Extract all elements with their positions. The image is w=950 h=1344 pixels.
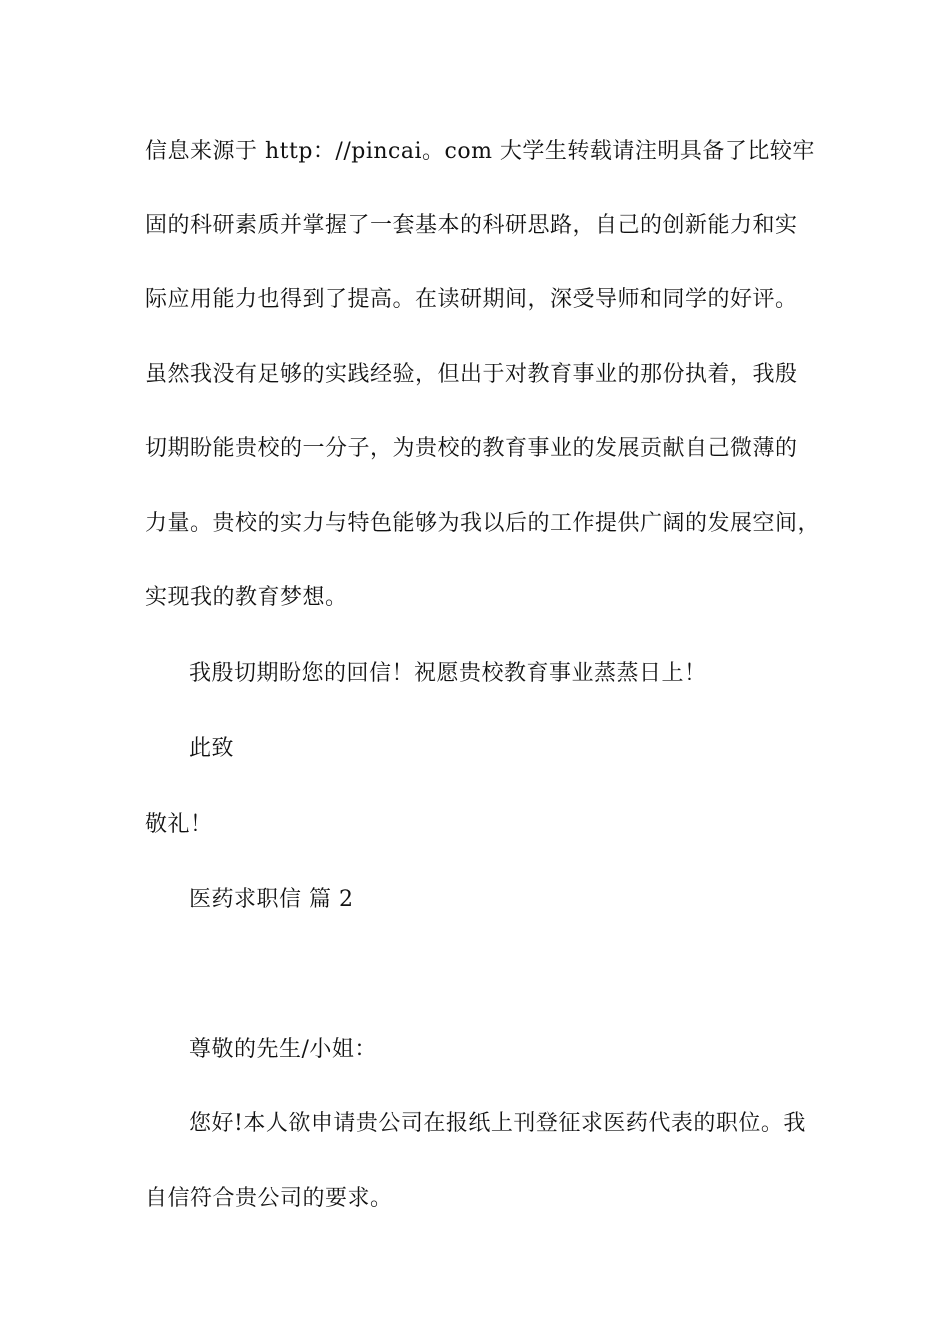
section-heading: 医药求职信 篇 2 [189, 887, 354, 912]
paragraph-line: 实现我的教育梦想。 [145, 585, 348, 610]
letter-greeting: 尊敬的先生/小姐： [189, 1037, 377, 1062]
paragraph-line: 您好!本人欲申请贵公司在报纸上刊登征求医药代表的职位。我 [189, 1111, 806, 1136]
paragraph-line: 切期盼能贵校的一分子，为贵校的教育事业的发展贡献自己微薄的 [145, 436, 798, 461]
closing-wish: 我殷切期盼您的回信！祝愿贵校教育事业蒸蒸日上！ [189, 661, 707, 686]
paragraph-line: 际应用能力也得到了提高。在读研期间，深受导师和同学的好评。 [145, 287, 798, 312]
closing-salutation: 此致 [189, 736, 235, 761]
paragraph-line: 虽然我没有足够的实践经验，但出于对教育事业的那份执着，我殷 [145, 362, 798, 387]
paragraph-line: 力量。贵校的实力与特色能够为我以后的工作提供广阔的发展空间， [145, 511, 821, 536]
paragraph-line: 固的科研素质并掌握了一套基本的科研思路，自己的创新能力和实 [145, 213, 798, 238]
paragraph-line: 信息来源于 http：//pincai。com 大学生转载请注明具备了比较牢 [145, 139, 815, 164]
closing-regards: 敬礼！ [145, 812, 213, 837]
paragraph-line: 自信符合贵公司的要求。 [145, 1186, 393, 1211]
